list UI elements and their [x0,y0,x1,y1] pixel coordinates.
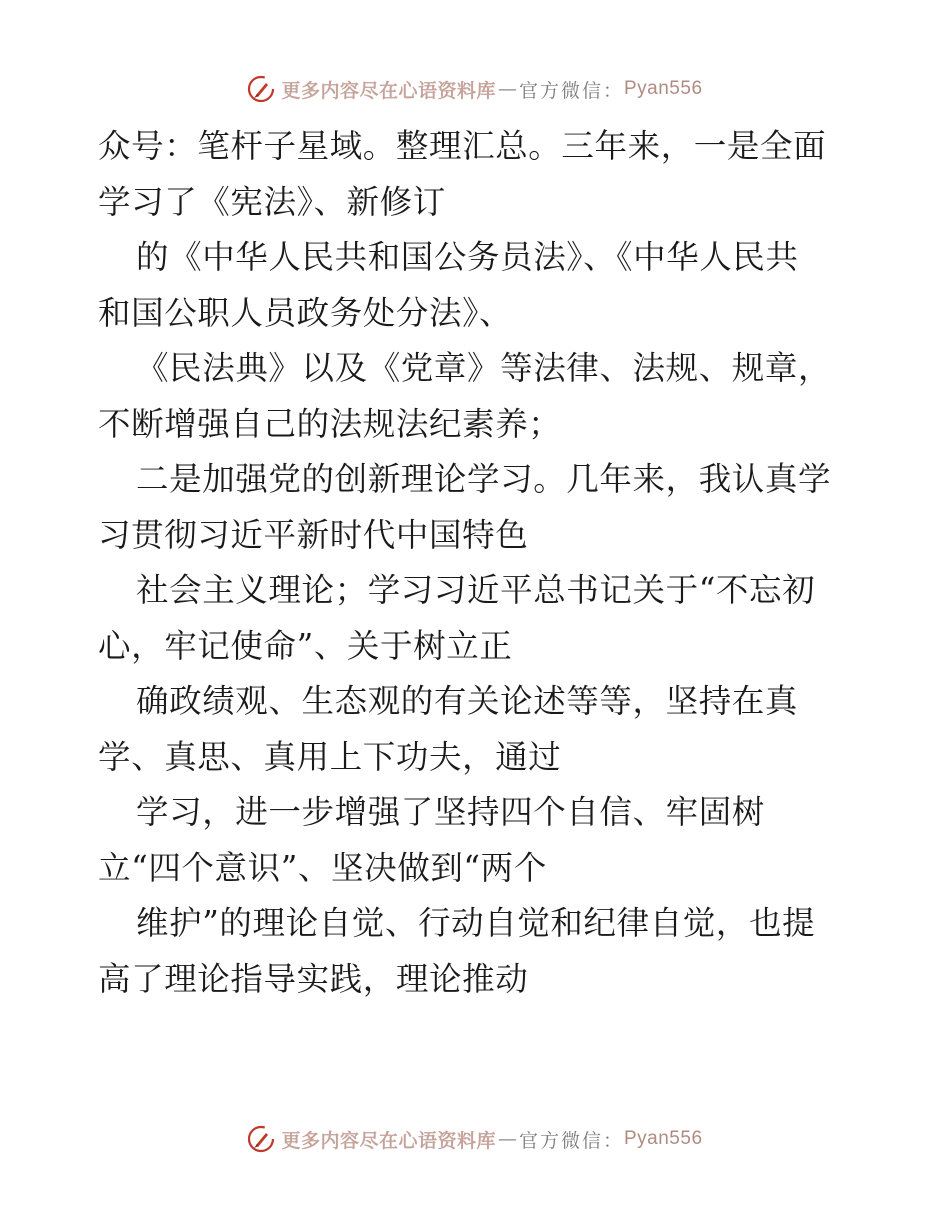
body-line: 学习，进一步增强了坚持四个自信、牢固树 [136,793,765,831]
body-line: 立“四个意识”、坚决做到“两个 [98,848,547,887]
body-line: 维护”的理论自觉、行动自觉和纪律自觉，也提 [136,904,816,942]
body-line: 社会主义理论；学习习近平总书记关于“不忘初 [136,571,816,609]
body-line: 众号：笔杆子星域。整理汇总。三年来，一是全面 [98,127,827,165]
quill-pen-icon [247,1125,275,1153]
body-line: 学习了《宪法》、新修订 [98,182,446,221]
document-body [98,119,858,1007]
body-line: 习贯彻习近平新时代中国特色 [98,515,529,554]
banner-main-text: 更多内容尽在心语资料库 [281,1129,496,1152]
banner-main-text: 更多内容尽在心语资料库 [281,79,496,102]
banner-wechat-id: Pyan556 [624,78,703,99]
banner-wechat-label: 官方微信： [518,1129,624,1152]
body-line: 《民法典》以及《党章》等法律、法规、规章， [136,349,832,387]
body-line: 确政绩观、生态观的有关论述等等，坚持在真 [136,682,799,720]
body-line: 学、真思、真用上下功夫，通过 [98,737,562,776]
body-line: 二是加强党的创新理论学习。几年来，我认真学 [136,460,832,498]
banner-wechat-id: Pyan556 [624,1128,703,1149]
header-watermark-banner [0,74,950,104]
body-line: 的《中华人民共和国公务员法》、《中华人民共 [136,238,799,276]
footer-watermark-banner [0,1124,950,1154]
banner-dash: — [497,1128,517,1150]
body-line: 心，牢记使命”、关于树立正 [98,626,513,665]
quill-pen-icon [247,75,275,103]
banner-wechat-label: 官方微信： [518,79,624,102]
body-line: 不断增强自己的法规法纪素养； [98,404,562,443]
banner-dash: — [497,78,517,100]
body-line: 高了理论指导实践，理论推动 [98,959,529,998]
body-line: 和国公职人员政务处分法》、 [98,293,513,332]
